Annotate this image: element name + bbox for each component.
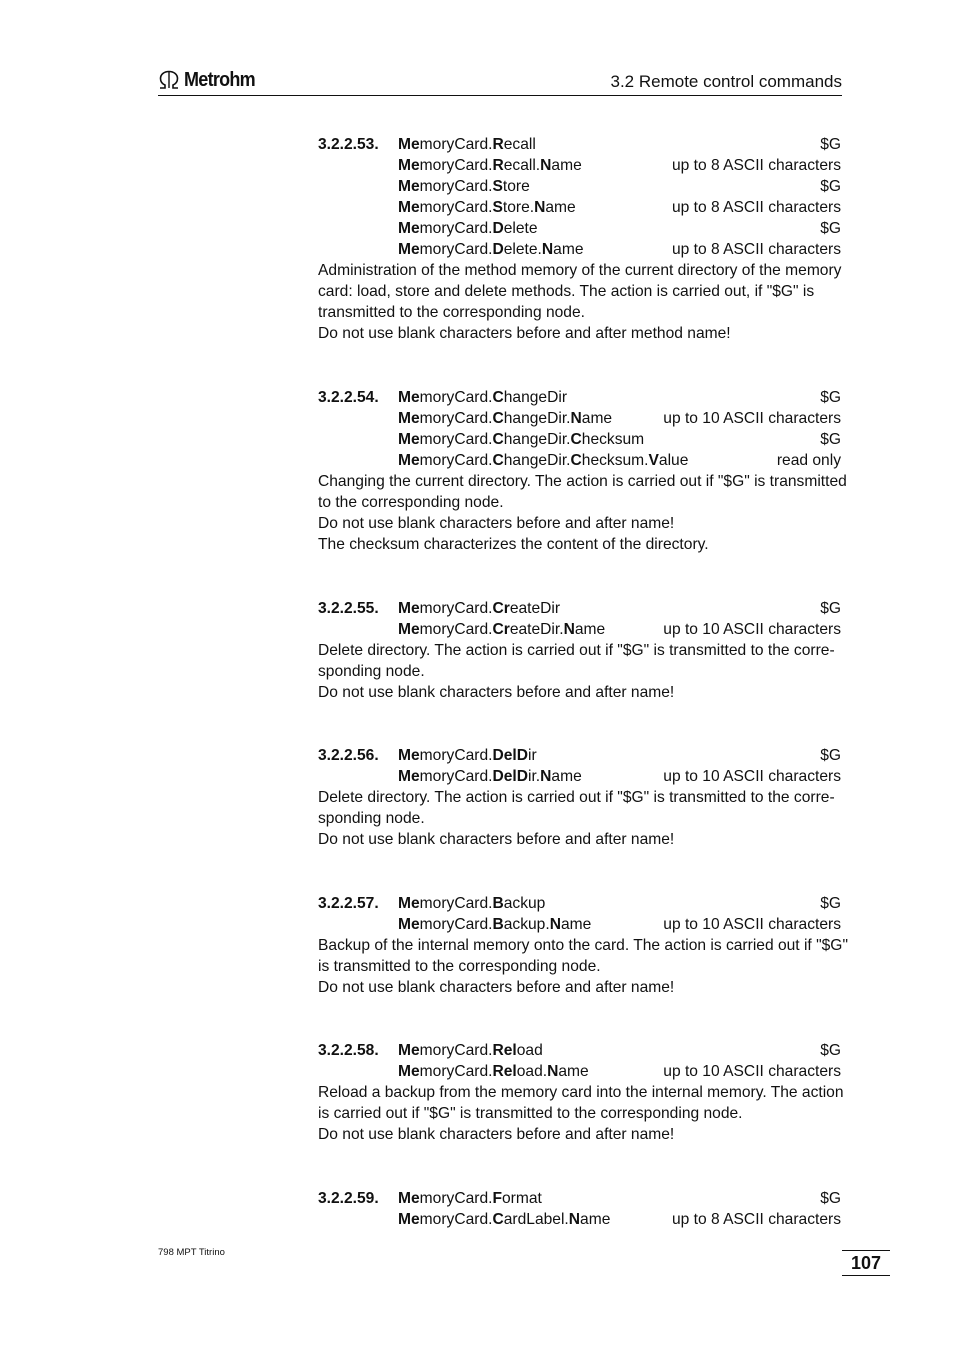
command-row [318, 1188, 841, 1209]
command-name [398, 239, 584, 260]
command-value: $G [820, 895, 841, 912]
command-abbrev: Me [398, 768, 420, 785]
command-row [318, 197, 841, 218]
command-text: hecksum [581, 431, 645, 448]
description-line: card: load, store and delete methods. The action is carried out, if "$G" is [318, 283, 815, 300]
command-text: eateDir. [509, 621, 564, 638]
description-line: transmitted to the corresponding node. [318, 304, 585, 321]
command-text: ir [528, 747, 537, 764]
page-header [158, 64, 842, 96]
command-abbrev: Me [398, 1190, 420, 1207]
command-name [398, 598, 560, 619]
command-text: hangeDir. [503, 410, 571, 427]
command-text: moryCard. [419, 452, 493, 469]
command-text: ame [551, 768, 582, 785]
command-row [318, 387, 841, 408]
command-section [318, 1040, 844, 1145]
command-abbrev: C [492, 410, 504, 427]
command-abbrev: Me [398, 199, 420, 216]
command-row [318, 619, 841, 640]
description-line: is transmitted to the corresponding node. [318, 958, 601, 975]
command-text: ame [574, 621, 606, 638]
command-text: ormat [502, 1190, 542, 1207]
command-abbrev: S [492, 199, 503, 216]
command-abbrev: N [540, 768, 552, 785]
command-value: $G [820, 136, 841, 153]
command-section [318, 893, 848, 998]
command-value: $G [820, 600, 841, 617]
command-abbrev: C [492, 1211, 504, 1228]
section-number: 3.2.2.58. [318, 1042, 379, 1059]
command-text: ame [581, 410, 613, 427]
command-text: ame [553, 241, 584, 258]
command-abbrev: Me [398, 1063, 420, 1080]
command-text: elete. [503, 241, 542, 258]
command-name [398, 766, 582, 787]
command-abbrev: N [547, 1063, 559, 1080]
command-value: up to 8 ASCII characters [671, 199, 841, 216]
description-line: is carried out if "$G" is transmitted to the corresponding node. [318, 1105, 743, 1122]
logo-wordmark: Metrohm [184, 68, 255, 91]
description-line: Do not use blank characters before and after method name! [318, 325, 731, 342]
command-text: moryCard. [419, 916, 493, 933]
section-number: 3.2.2.56. [318, 747, 379, 764]
description-line: Delete directory. The action is carried out if "$G" is transmitted to the corre- [318, 642, 835, 659]
command-value: $G [820, 220, 841, 237]
command-value: up to 10 ASCII characters [663, 621, 841, 638]
command-text: moryCard. [419, 178, 493, 195]
command-name [398, 1040, 543, 1061]
command-abbrev: Me [398, 220, 420, 237]
command-abbrev: B [492, 916, 504, 933]
command-text: ame [551, 157, 582, 174]
command-abbrev: Me [398, 916, 420, 933]
command-text: ame [545, 199, 576, 216]
command-row [318, 450, 841, 471]
command-row [318, 1061, 841, 1082]
description-line: Backup of the internal memory onto the card. The action is carried out if "$G" [318, 937, 848, 954]
command-text: ackup [503, 895, 546, 912]
description-line: The checksum characterizes the content of the directory. [318, 536, 709, 553]
command-name [398, 619, 605, 640]
description-line: sponding node. [318, 810, 425, 827]
command-abbrev: R [492, 157, 504, 174]
description-line: Do not use blank characters before and after name! [318, 1126, 675, 1143]
command-abbrev: C [570, 452, 582, 469]
command-text: moryCard. [419, 1190, 493, 1207]
command-value: up to 10 ASCII characters [663, 768, 841, 785]
command-row [318, 766, 841, 787]
command-row [318, 745, 841, 766]
command-abbrev: N [540, 157, 552, 174]
command-abbrev: N [570, 410, 582, 427]
command-abbrev: Me [398, 410, 420, 427]
command-text: ardLabel. [503, 1211, 569, 1228]
command-row [318, 134, 841, 155]
command-text: hangeDir. [503, 431, 571, 448]
description-line: Do not use blank characters before and after name! [318, 979, 675, 996]
command-abbrev: D [492, 220, 504, 237]
section-number: 3.2.2.53. [318, 136, 379, 153]
command-text: ame [580, 1211, 611, 1228]
command-name [398, 745, 537, 766]
command-row [318, 176, 841, 197]
command-text: hecksum. [581, 452, 649, 469]
command-text: elete [503, 220, 538, 237]
command-section [318, 134, 841, 344]
command-abbrev: Me [398, 389, 420, 406]
command-abbrev: Me [398, 452, 420, 469]
command-text: moryCard. [419, 1063, 493, 1080]
command-name [398, 1061, 589, 1082]
command-section [318, 745, 841, 850]
metrohm-logo [158, 68, 263, 92]
command-text: moryCard. [419, 768, 493, 785]
command-row [318, 429, 841, 450]
command-section [318, 387, 847, 555]
command-row [318, 598, 841, 619]
command-name [398, 429, 644, 450]
command-value: up to 10 ASCII characters [663, 1063, 841, 1080]
command-name [398, 176, 530, 197]
command-text: oad [516, 1042, 543, 1059]
command-abbrev: N [563, 621, 575, 638]
command-abbrev: C [570, 431, 582, 448]
command-text: tore. [502, 199, 535, 216]
section-number: 3.2.2.55. [318, 600, 379, 617]
command-value: up to 8 ASCII characters [671, 157, 841, 174]
command-abbrev: Me [398, 157, 420, 174]
command-abbrev: Cr [492, 600, 510, 617]
command-text: ame [560, 916, 592, 933]
command-abbrev: C [492, 389, 504, 406]
command-row [318, 408, 841, 429]
command-value: $G [820, 431, 841, 448]
command-abbrev: D [492, 241, 504, 258]
command-abbrev: Me [398, 600, 420, 617]
command-row [318, 155, 841, 176]
command-name [398, 408, 612, 429]
command-abbrev: N [534, 199, 546, 216]
command-abbrev: R [492, 136, 504, 153]
description-line: Administration of the method memory of the current directory of the memory [318, 262, 842, 279]
description-line: Reload a backup from the memory card into the internal memory. The action [318, 1084, 844, 1101]
command-abbrev: B [492, 895, 504, 912]
command-abbrev: C [492, 452, 504, 469]
command-text: ir. [528, 768, 541, 785]
command-text: moryCard. [419, 241, 493, 258]
command-abbrev: Cr [492, 621, 510, 638]
command-name [398, 134, 536, 155]
command-abbrev: Me [398, 178, 420, 195]
command-abbrev: Me [398, 1211, 420, 1228]
command-abbrev: N [541, 241, 554, 258]
section-header-title: 3.2 Remote control commands [610, 72, 842, 91]
command-text: hangeDir [503, 389, 568, 406]
command-text: eateDir [509, 600, 561, 617]
section-number: 3.2.2.57. [318, 895, 379, 912]
command-value: up to 8 ASCII characters [671, 241, 841, 258]
command-abbrev: S [492, 178, 503, 195]
command-abbrev: Me [398, 895, 420, 912]
command-name [398, 197, 576, 218]
command-value: $G [820, 1190, 841, 1207]
command-name [398, 387, 567, 408]
command-abbrev: Me [398, 241, 420, 258]
command-row [318, 239, 841, 260]
command-text: moryCard. [419, 747, 493, 764]
command-row [318, 1209, 841, 1230]
command-name [398, 1188, 542, 1209]
command-value: $G [820, 178, 841, 195]
description-line: to the corresponding node. [318, 494, 504, 511]
command-value: $G [820, 747, 841, 764]
command-value: read only [776, 452, 841, 469]
command-text: hangeDir. [503, 452, 571, 469]
command-abbrev: Me [398, 621, 420, 638]
page-number: 107 [842, 1250, 890, 1276]
description-line: Do not use blank characters before and after name! [318, 831, 675, 848]
command-abbrev: Me [398, 747, 420, 764]
command-value: $G [820, 1042, 841, 1059]
command-abbrev: V [648, 452, 659, 469]
command-text: moryCard. [419, 220, 493, 237]
description-line: Do not use blank characters before and after name! [318, 515, 675, 532]
command-text: moryCard. [419, 389, 493, 406]
command-value: up to 8 ASCII characters [671, 1211, 841, 1228]
command-section [318, 598, 841, 703]
command-name [398, 914, 591, 935]
command-value: up to 10 ASCII characters [663, 916, 841, 933]
command-name [398, 1209, 610, 1230]
command-row [318, 1040, 841, 1061]
command-abbrev: Me [398, 136, 420, 153]
command-abbrev: N [549, 916, 561, 933]
command-text: tore [502, 178, 530, 195]
command-abbrev: F [492, 1190, 502, 1207]
command-text: ackup. [503, 916, 550, 933]
command-name [398, 450, 688, 471]
section-number: 3.2.2.54. [318, 389, 379, 406]
command-abbrev: C [492, 431, 504, 448]
command-row [318, 914, 841, 935]
command-name [398, 893, 545, 914]
command-text: moryCard. [419, 410, 493, 427]
command-text: moryCard. [419, 600, 493, 617]
command-text: moryCard. [419, 895, 493, 912]
command-abbrev: Me [398, 1042, 420, 1059]
omega-logo-icon [158, 70, 180, 90]
command-text: oad. [516, 1063, 548, 1080]
command-value: $G [820, 389, 841, 406]
description-line: sponding node. [318, 663, 425, 680]
command-text: moryCard. [419, 136, 493, 153]
command-text: ecall [503, 136, 536, 153]
command-name [398, 218, 538, 239]
section-number: 3.2.2.59. [318, 1190, 379, 1207]
command-text: ecall. [503, 157, 541, 174]
command-abbrev: Rel [492, 1063, 517, 1080]
command-text: moryCard. [419, 431, 493, 448]
command-text: moryCard. [419, 199, 493, 216]
command-abbrev: Rel [492, 1042, 517, 1059]
description-line: Delete directory. The action is carried out if "$G" is transmitted to the corre- [318, 789, 835, 806]
description-line: Changing the current directory. The action is carried out if "$G" is transmitted [318, 473, 847, 490]
command-name [398, 155, 582, 176]
command-text: ame [558, 1063, 589, 1080]
command-value: up to 10 ASCII characters [663, 410, 841, 427]
command-section [318, 1188, 841, 1230]
command-abbrev: DelD [492, 747, 528, 764]
command-abbrev: DelD [492, 768, 528, 785]
footer-product-label: 798 MPT Titrino [158, 1247, 225, 1258]
command-text: alue [658, 452, 689, 469]
command-row [318, 893, 841, 914]
command-text: moryCard. [419, 1042, 493, 1059]
command-text: moryCard. [419, 621, 493, 638]
command-abbrev: N [568, 1211, 581, 1228]
command-abbrev: Me [398, 431, 420, 448]
command-text: moryCard. [419, 1211, 493, 1228]
command-row [318, 218, 841, 239]
command-text: moryCard. [419, 157, 493, 174]
description-line: Do not use blank characters before and after name! [318, 684, 675, 701]
